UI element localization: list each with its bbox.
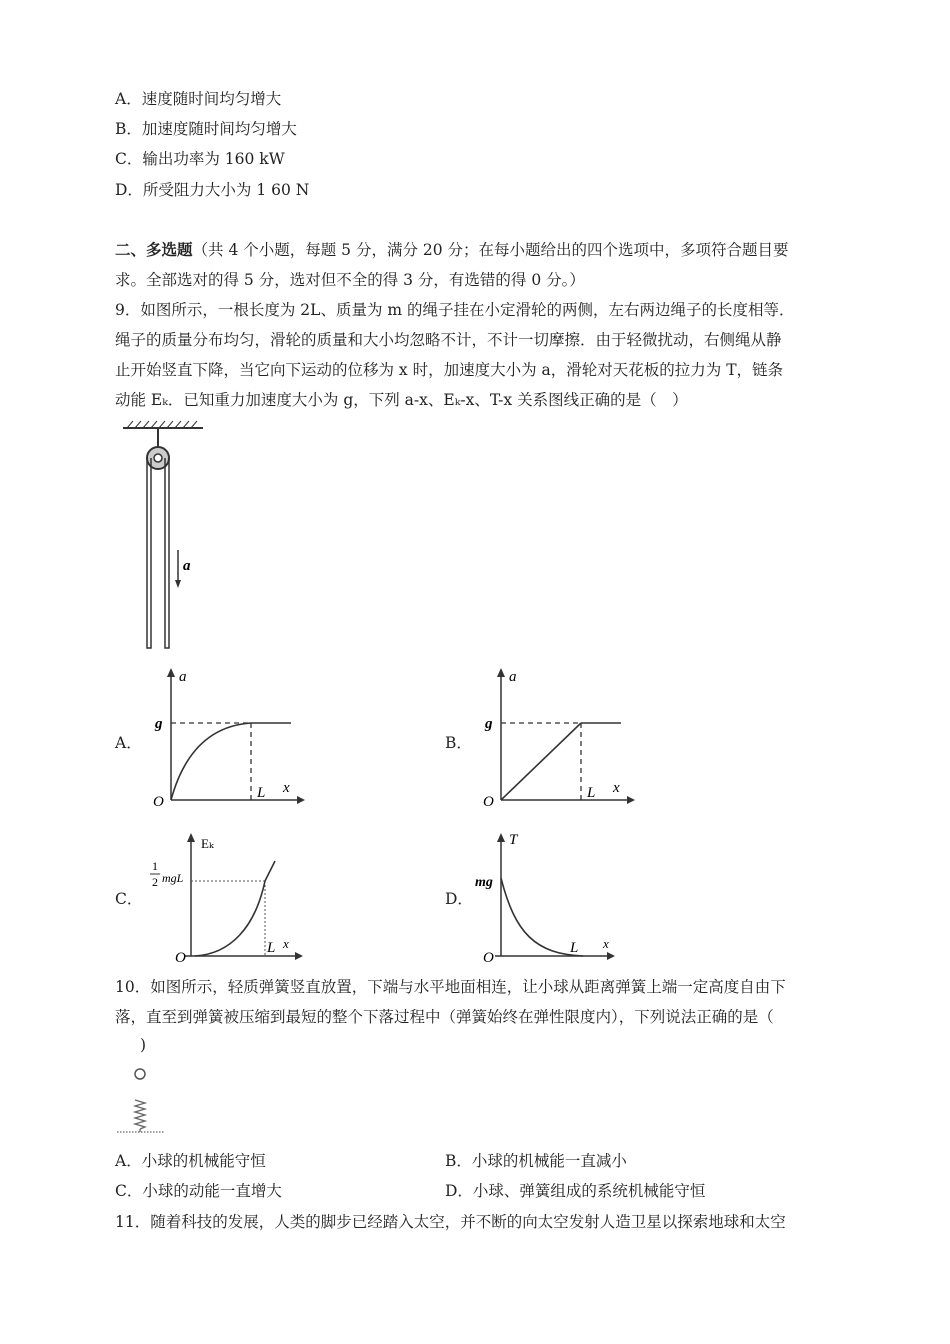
x-axis-arrow <box>295 952 303 960</box>
y-axis-arrow <box>167 668 175 677</box>
graph-a <box>145 665 305 815</box>
linear-line <box>501 723 581 800</box>
mgl-label: mgL <box>162 871 184 885</box>
g-label: g <box>155 716 163 732</box>
q9-line-2: 绳子的质量分布均匀，滑轮的质量和大小均忽略不计，不计一切摩擦．由于轻微扰动，右侧绳从静 <box>115 331 782 349</box>
y-axis-arrow <box>497 833 505 842</box>
x-axis-label: x <box>613 780 620 796</box>
l-label: L <box>257 785 266 801</box>
q9-option-c-label: C． <box>115 890 143 908</box>
q10-option-c: C．小球的动能一直增大 <box>115 1182 282 1200</box>
graph-d <box>475 828 635 965</box>
x-axis-label: x <box>283 936 289 951</box>
spring-figure <box>115 1062 175 1138</box>
rope-left <box>147 458 151 648</box>
y-axis-arrow <box>497 668 505 677</box>
q9-line-1: 9．如图所示，一根长度为 2L、质量为 m 的绳子挂在小定滑轮的两侧，左右两边绳子的长度相等． <box>115 301 795 319</box>
ball <box>135 1069 145 1079</box>
x-axis-label: x <box>283 780 290 796</box>
origin-label: O <box>483 950 494 965</box>
l-label: L <box>267 940 276 956</box>
x-axis-arrow <box>297 796 305 804</box>
q9-option-d-label: D． <box>445 890 473 908</box>
q8-option-a: A．速度随时间均匀增大 <box>115 90 282 108</box>
x-axis-arrow <box>627 796 635 804</box>
y-axis-arrow <box>187 833 195 842</box>
y-axis-label: T <box>509 832 518 848</box>
curve <box>195 861 275 956</box>
half-numerator: 1 <box>152 859 158 873</box>
acceleration-label: a <box>183 558 191 574</box>
g-label: g <box>485 716 493 732</box>
q8-option-b: B．加速度随时间均匀增大 <box>115 120 297 138</box>
q9-option-b-label: B． <box>445 734 472 752</box>
ceiling-hatching <box>127 421 197 428</box>
q10-option-d: D．小球、弹簧组成的系统机械能守恒 <box>445 1182 706 1200</box>
acceleration-arrowhead <box>175 580 181 588</box>
origin-label: O <box>175 950 186 965</box>
y-axis-label: a <box>509 669 517 685</box>
pulley-figure <box>115 420 215 655</box>
q10-option-a: A．小球的机械能守恒 <box>115 1152 266 1170</box>
l-label: L <box>587 785 596 801</box>
y-axis-label: a <box>179 669 187 685</box>
origin-label: O <box>483 794 494 810</box>
q10-option-b: B．小球的机械能一直减小 <box>445 1152 627 1170</box>
x-axis-arrow <box>607 952 615 960</box>
q10-line-3: ) <box>140 1036 147 1054</box>
q10-line-1: 10．如图所示，轻质弹簧竖直放置，下端与水平地面相连，让小球从距离弹簧上端一定高度自由下 <box>115 978 786 996</box>
graph-c <box>145 828 310 965</box>
half-denominator: 2 <box>152 875 158 889</box>
q9-option-a-label: A． <box>115 734 142 752</box>
q8-option-d: D．所受阻力大小为 1 60 N <box>115 181 310 199</box>
q11-line-1: 11．随着科技的发展，人类的脚步已经踏入太空，并不断的向太空发射人造卫星以探索地球和太空 <box>115 1213 786 1231</box>
curve <box>171 723 251 800</box>
section2-title: 二、多选题 <box>115 240 193 259</box>
q8-option-c: C．输出功率为 160 kW <box>115 150 285 168</box>
graph-b <box>475 665 635 815</box>
mg-label: mg <box>475 875 493 890</box>
q9-line-3: 止开始竖直下降，当它向下运动的位移为 x 时，加速度大小为 a，滑轮对天花板的拉力为 T，链条 <box>115 361 784 379</box>
origin-label: O <box>153 794 164 810</box>
pulley-hub <box>154 454 162 462</box>
section2-header <box>115 240 837 260</box>
section2-note-line1: （共 4 个小题，每题 5 分，满分 20 分；在每小题给出的四个选项中，多项符合题目要 <box>192 241 789 259</box>
rope-right <box>165 458 169 648</box>
l-label: L <box>570 940 579 956</box>
y-axis-label: Eₖ <box>201 836 214 851</box>
x-axis-label: x <box>603 936 609 951</box>
q10-line-2: 落，直至到弹簧被压缩到最短的整个下落过程中（弹簧始终在弹性限度内），下列说法正确的是（ <box>115 1008 774 1026</box>
section2-note-line2: 求。全部选对的得 5 分，选对但不全的得 3 分，有选错的得 0 分。） <box>115 271 585 289</box>
q9-line-4: 动能 Eₖ．已知重力加速度大小为 g，下列 a-x、Eₖ-x、T-x 关系图线正确的是（ ） <box>115 391 688 409</box>
spring <box>135 1100 145 1129</box>
